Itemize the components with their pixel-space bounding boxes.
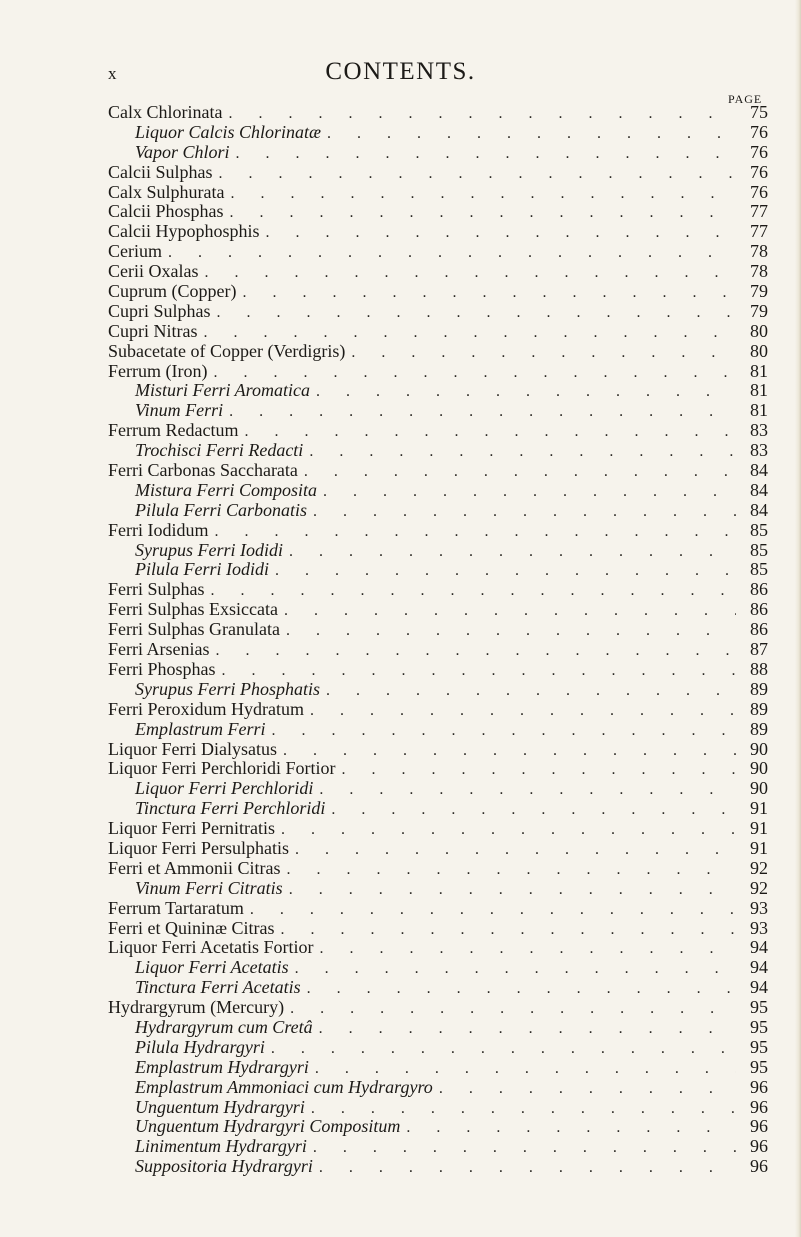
toc-entry — [108, 620, 768, 640]
dot-leader — [211, 581, 737, 601]
toc-entry — [108, 342, 768, 362]
toc-entry-title: Liquor Ferri Perchloridi Fortior — [108, 758, 336, 779]
toc-entry-title: Pilula Ferri Iodidi — [135, 559, 269, 580]
toc-entry — [108, 381, 768, 401]
toc-entry-title: Ferri Peroxidum Hydratum — [108, 698, 304, 719]
dot-leader — [341, 760, 736, 780]
toc-entry-page: 81 — [750, 400, 768, 421]
toc-entry — [108, 839, 768, 859]
dot-leader — [319, 1019, 736, 1039]
dot-leader — [229, 402, 736, 422]
toc-entry-page: 92 — [750, 857, 768, 878]
toc-entry-title: Liquor Ferri Persulphatis — [108, 837, 289, 858]
toc-entry-page: 79 — [750, 281, 768, 302]
page-number: x — [108, 64, 117, 83]
toc-entry-title: Hydrargyrum cum Cretâ — [135, 1016, 313, 1037]
toc-entry-title: Pilula Ferri Carbonatis — [135, 499, 308, 520]
toc-entry-title: Cupri Sulphas — [108, 300, 211, 321]
toc-entry — [108, 899, 768, 919]
toc-entry-page: 81 — [750, 380, 768, 401]
toc-entry-page: 75 — [750, 102, 768, 122]
toc-entry-title: Tinctura Ferri Acetatis — [135, 977, 301, 998]
toc-entry — [108, 1078, 768, 1098]
running-title: CONTENTS. — [325, 58, 476, 85]
dot-leader — [295, 959, 736, 979]
toc-entry-title: Tinctura Ferri Perchloridi — [135, 798, 326, 819]
toc-entry-title: Liquor Calcis Chlorinatæ — [135, 121, 322, 142]
toc-entry-title: Ferri Arsenias — [108, 639, 210, 660]
dot-leader — [315, 1059, 736, 1079]
dot-leader — [289, 542, 736, 562]
toc-entry — [108, 222, 768, 242]
dot-leader — [283, 741, 736, 761]
toc-entry — [108, 1157, 768, 1177]
dot-leader — [228, 104, 736, 124]
toc-entry — [108, 740, 768, 760]
toc-entry-title: Calcii Sulphas — [108, 161, 213, 182]
dot-leader — [222, 661, 737, 681]
toc-entry — [108, 103, 768, 123]
toc-entry — [108, 183, 768, 203]
toc-entry — [108, 1098, 768, 1118]
toc-entry-page: 81 — [750, 360, 768, 381]
toc-entry-page: 89 — [750, 718, 768, 739]
toc-entry-page: 76 — [750, 141, 768, 162]
dot-leader — [272, 721, 737, 741]
toc-entry — [108, 441, 768, 461]
toc-entry — [108, 1137, 768, 1157]
toc-entry — [108, 580, 768, 600]
toc-entry — [108, 362, 768, 382]
toc-entry — [108, 660, 768, 680]
dot-leader — [406, 1118, 736, 1138]
toc-entry — [108, 680, 768, 700]
toc-entry-title: Liquor Ferri Perchloridi — [135, 778, 314, 799]
toc-entry — [108, 461, 768, 481]
toc-entry — [108, 700, 768, 720]
dot-leader — [351, 343, 736, 363]
toc-entry-page: 76 — [750, 181, 768, 202]
toc-entry-page: 95 — [750, 1016, 768, 1037]
toc-entry-page: 93 — [750, 917, 768, 938]
toc-entry-page: 84 — [750, 460, 768, 481]
toc-entry-page: 94 — [750, 937, 768, 958]
toc-entry-title: Unguentum Hydrargyri Compositum — [135, 1116, 401, 1137]
toc-entry — [108, 421, 768, 441]
toc-entry-page: 86 — [750, 599, 768, 620]
toc-entry-title: Cerium — [108, 241, 162, 262]
toc-entry-title: Misturi Ferri Aromatica — [135, 380, 310, 401]
toc-entry-page: 95 — [750, 1036, 768, 1057]
toc-entry-page: 91 — [750, 837, 768, 858]
dot-leader — [284, 601, 736, 621]
toc-entry-page: 83 — [750, 420, 768, 441]
toc-entry — [108, 302, 768, 322]
toc-entry-title: Vinum Ferri — [135, 400, 224, 421]
toc-entry — [108, 1018, 768, 1038]
toc-entry-page: 90 — [750, 758, 768, 779]
toc-entry-page: 90 — [750, 778, 768, 799]
toc-entry — [108, 242, 768, 262]
toc-entry-page: 86 — [750, 579, 768, 600]
toc-entry-title: Ferri Sulphas Exsiccata — [108, 599, 278, 620]
toc-entry — [108, 560, 768, 580]
toc-entry-title: Subacetate of Copper (Verdigris) — [108, 340, 346, 361]
toc-entry — [108, 123, 768, 143]
page-column-label: PAGE — [728, 92, 763, 106]
toc-entry-title: Calcii Hypophosphis — [108, 221, 260, 242]
toc-entry-title: Pilula Hydrargyri — [135, 1036, 265, 1057]
toc-entry — [108, 1038, 768, 1058]
dot-leader — [331, 800, 736, 820]
dot-leader — [244, 422, 736, 442]
toc-entry — [108, 202, 768, 222]
toc-entry-page: 83 — [750, 440, 768, 461]
toc-entry-title: Ferri Sulphas — [108, 579, 205, 600]
toc-entry-title: Suppositoria Hydrargyri — [135, 1156, 313, 1177]
toc-entry-page: 76 — [750, 121, 768, 142]
toc-entry-page: 86 — [750, 619, 768, 640]
toc-entry-title: Vapor Chlori — [135, 141, 230, 162]
toc-entry-page: 79 — [750, 300, 768, 321]
toc-entry-title: Ferrum (Iron) — [108, 360, 208, 381]
toc-entry — [108, 819, 768, 839]
dot-leader — [313, 1138, 736, 1158]
dot-leader — [250, 900, 736, 920]
dot-leader — [242, 283, 736, 303]
toc-entry-title: Emplastrum Ferri — [135, 718, 266, 739]
dot-leader — [215, 641, 736, 661]
toc-entry-page: 84 — [750, 479, 768, 500]
toc-entry-page: 96 — [750, 1096, 768, 1117]
toc-entry — [108, 978, 768, 998]
toc-entry-title: Vinum Ferri Citratis — [135, 877, 283, 898]
dot-leader — [204, 263, 736, 283]
toc-entry-page: 80 — [750, 320, 768, 341]
dot-leader — [289, 880, 736, 900]
dot-leader — [304, 462, 736, 482]
toc-entry-page: 91 — [750, 798, 768, 819]
dot-leader — [326, 681, 736, 701]
toc-entry — [108, 998, 768, 1018]
toc-entry-page: 96 — [750, 1136, 768, 1157]
toc-entry-page: 84 — [750, 499, 768, 520]
toc-entry — [108, 1058, 768, 1078]
dot-leader — [168, 243, 736, 263]
toc-entry — [108, 262, 768, 282]
dot-leader — [316, 382, 736, 402]
toc-entry-title: Ferrum Tartaratum — [108, 897, 244, 918]
toc-entry-title: Ferrum Redactum — [108, 420, 239, 441]
toc-entry-title: Liquor Ferri Pernitratis — [108, 818, 275, 839]
toc-entry — [108, 1117, 768, 1137]
dot-leader — [266, 223, 737, 243]
toc-entry-title: Cerii Oxalas — [108, 261, 199, 282]
toc-entry-page: 78 — [750, 261, 768, 282]
dot-leader — [217, 303, 736, 323]
dot-leader — [236, 144, 736, 164]
dot-leader — [230, 203, 737, 223]
toc-entry-page: 80 — [750, 340, 768, 361]
toc-entry — [108, 143, 768, 163]
toc-entry-page: 90 — [750, 738, 768, 759]
toc-entry-page: 92 — [750, 877, 768, 898]
dot-leader — [280, 920, 736, 940]
toc-entry-page: 96 — [750, 1076, 768, 1097]
toc-entry — [108, 501, 768, 521]
dot-leader — [215, 522, 737, 542]
dot-leader — [439, 1079, 736, 1099]
toc-entry-title: Emplastrum Hydrargyri — [135, 1056, 309, 1077]
toc-entry — [108, 799, 768, 819]
toc-entry — [108, 521, 768, 541]
toc-entry-page: 93 — [750, 897, 768, 918]
toc-entry-title: Ferri et Ammonii Citras — [108, 857, 281, 878]
toc-entry-page: 87 — [750, 639, 768, 660]
toc-entry-page: 78 — [750, 241, 768, 262]
toc-entry-title: Hydrargyrum (Mercury) — [108, 997, 285, 1018]
dot-leader — [230, 184, 736, 204]
dot-leader — [307, 979, 736, 999]
toc-entry — [108, 779, 768, 799]
toc-entry-title: Emplastrum Ammoniaci cum Hydrargyro — [135, 1076, 433, 1097]
toc-entry-title: Liquor Ferri Dialysatus — [108, 738, 277, 759]
toc-entry-title: Ferri Phosphas — [108, 658, 216, 679]
dot-leader — [287, 860, 737, 880]
toc-entry-title: Calx Chlorinata — [108, 102, 223, 122]
toc-entry-page: 85 — [750, 539, 768, 560]
dot-leader — [290, 999, 736, 1019]
toc-entry-page: 85 — [750, 519, 768, 540]
toc-entry-title: Syrupus Ferri Phosphatis — [135, 678, 321, 699]
toc-entry-page: 77 — [750, 201, 768, 222]
dot-leader — [319, 939, 736, 959]
toc-entry-page: 95 — [750, 997, 768, 1018]
toc-entry — [108, 600, 768, 620]
toc-entry-title: Calcii Phosphas — [108, 201, 224, 222]
toc-entry-page: 95 — [750, 1056, 768, 1077]
toc-entry-page: 88 — [750, 658, 768, 679]
toc-entry — [108, 401, 768, 421]
dot-leader — [319, 1158, 736, 1178]
toc-entry-page: 96 — [750, 1156, 768, 1177]
dot-leader — [309, 442, 736, 462]
toc-entry-page: 77 — [750, 221, 768, 242]
page-edge — [795, 0, 801, 1237]
toc-entry-page: 91 — [750, 818, 768, 839]
toc-entry-title: Trochisci Ferri Redacti — [135, 440, 304, 461]
toc-entry-title: Liquor Ferri Acetatis — [135, 957, 289, 978]
toc-entry-page: 94 — [750, 977, 768, 998]
toc-entry — [108, 640, 768, 660]
dot-leader — [271, 1039, 736, 1059]
dot-leader — [327, 124, 736, 144]
toc-entry — [108, 919, 768, 939]
toc-entry-title: Ferri Carbonas Saccharata — [108, 460, 298, 481]
page-header — [0, 58, 801, 88]
dot-leader — [281, 820, 736, 840]
dot-leader — [219, 164, 737, 184]
toc-entry-page: 89 — [750, 698, 768, 719]
toc-entry-page: 96 — [750, 1116, 768, 1137]
toc-entry-title: Mistura Ferri Composita — [135, 479, 318, 500]
dot-leader — [310, 701, 736, 721]
toc-entry — [108, 879, 768, 899]
dot-leader — [295, 840, 736, 860]
toc-entry-title: Ferri Iodidum — [108, 519, 209, 540]
toc-entry-title: Unguentum Hydrargyri — [135, 1096, 305, 1117]
toc-entry — [108, 541, 768, 561]
dot-leader — [313, 502, 736, 522]
toc-entry — [108, 938, 768, 958]
dot-leader — [204, 323, 737, 343]
toc-entry-title: Cuprum (Copper) — [108, 281, 237, 302]
toc-entry-title: Liquor Ferri Acetatis Fortior — [108, 937, 314, 958]
toc-entry — [108, 958, 768, 978]
toc-entry-page: 85 — [750, 559, 768, 580]
toc-entry-page: 76 — [750, 161, 768, 182]
toc-entry — [108, 481, 768, 501]
toc-entry-title: Ferri et Quininæ Citras — [108, 917, 275, 938]
toc-entry — [108, 282, 768, 302]
toc-entry — [108, 720, 768, 740]
toc-entry — [108, 163, 768, 183]
toc-entry — [108, 322, 768, 342]
dot-leader — [319, 780, 736, 800]
toc-entry-page: 94 — [750, 957, 768, 978]
dot-leader — [323, 482, 736, 502]
toc-entry-title: Calx Sulphurata — [108, 181, 225, 202]
dot-leader — [286, 621, 736, 641]
toc-entry — [108, 759, 768, 779]
toc-entry-title: Ferri Sulphas Granulata — [108, 619, 280, 640]
toc-entry-title: Syrupus Ferri Iodidi — [135, 539, 283, 560]
toc-entry-page: 89 — [750, 678, 768, 699]
contents-list — [108, 103, 768, 1177]
toc-entry-title: Cupri Nitras — [108, 320, 198, 341]
toc-entry — [108, 859, 768, 879]
toc-entry-title: Linimentum Hydrargyri — [135, 1136, 307, 1157]
dot-leader — [275, 561, 736, 581]
